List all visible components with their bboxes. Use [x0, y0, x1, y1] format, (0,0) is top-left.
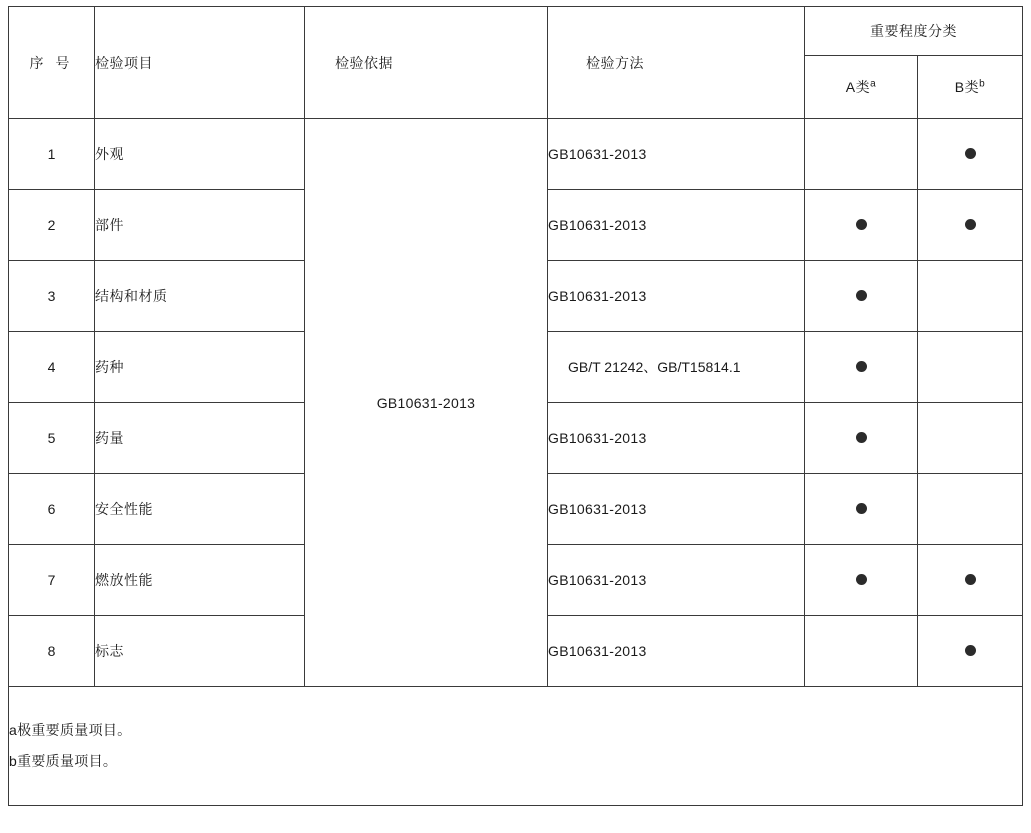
row-serial-number: 6 [9, 474, 95, 545]
dot-icon [856, 432, 867, 443]
header-class-b-label: B类 [954, 79, 980, 95]
footnote-b: b重要质量项目。 [9, 753, 118, 769]
row-inspection-method: GB/T 21242、GB/T15814.1 [548, 332, 805, 403]
row-serial-number: 3 [9, 261, 95, 332]
dot-icon [856, 574, 867, 585]
row-inspection-item: 药种 [95, 332, 305, 403]
header-class-a-label: A类 [845, 79, 871, 95]
header-inspection-basis: 检验依据 [305, 7, 548, 119]
dot-icon [856, 219, 867, 230]
header-serial-number: 序 号 [9, 7, 95, 119]
row-inspection-method: GB10631-2013 [548, 403, 805, 474]
row-class-b-mark [918, 474, 1023, 545]
row-class-a-mark [805, 403, 918, 474]
row-serial-number: 8 [9, 616, 95, 687]
row-inspection-item: 结构和材质 [95, 261, 305, 332]
header-importance-group: 重要程度分类 [805, 7, 1023, 56]
row-inspection-method: GB10631-2013 [548, 545, 805, 616]
header-class-a [805, 56, 918, 119]
dot-icon [965, 574, 976, 585]
table-footnotes [9, 687, 1023, 806]
header-class-b-superscript: b [979, 78, 986, 90]
row-serial-number: 1 [9, 119, 95, 190]
row-class-a-mark [805, 332, 918, 403]
row-inspection-item: 安全性能 [95, 474, 305, 545]
table-row [9, 119, 1023, 190]
row-inspection-method: GB10631-2013 [548, 474, 805, 545]
inspection-items-table [8, 6, 1023, 806]
row-class-a-mark [805, 545, 918, 616]
dot-icon [856, 290, 867, 301]
row-serial-number: 4 [9, 332, 95, 403]
row-inspection-item: 标志 [95, 616, 305, 687]
dot-icon [965, 219, 976, 230]
header-inspection-item: 检验项目 [95, 7, 305, 119]
dot-icon [965, 148, 976, 159]
row-inspection-item: 燃放性能 [95, 545, 305, 616]
table-notes-row [9, 687, 1023, 806]
footnote-a: a极重要质量项目。 [9, 722, 132, 739]
row-class-b-mark [918, 261, 1023, 332]
row-class-a-mark [805, 119, 918, 190]
row-class-b-mark [918, 119, 1023, 190]
dot-icon [856, 361, 867, 372]
row-inspection-item: 药量 [95, 403, 305, 474]
row-inspection-method: GB10631-2013 [548, 616, 805, 687]
row-class-a-mark [805, 474, 918, 545]
row-inspection-method: GB10631-2013 [548, 261, 805, 332]
header-class-a-superscript: a [870, 78, 877, 90]
dot-icon [965, 645, 976, 656]
row-class-b-mark [918, 616, 1023, 687]
row-class-a-mark [805, 616, 918, 687]
row-class-a-mark [805, 261, 918, 332]
row-class-b-mark [918, 545, 1023, 616]
header-class-b [918, 56, 1023, 119]
row-inspection-method: GB10631-2013 [548, 119, 805, 190]
header-inspection-method: 检验方法 [548, 7, 805, 119]
row-serial-number: 5 [9, 403, 95, 474]
row-inspection-method: GB10631-2013 [548, 190, 805, 261]
row-class-b-mark [918, 190, 1023, 261]
row-serial-number: 7 [9, 545, 95, 616]
table-header-row-1 [9, 7, 1023, 56]
row-inspection-item: 外观 [95, 119, 305, 190]
row-inspection-item: 部件 [95, 190, 305, 261]
row-serial-number: 2 [9, 190, 95, 261]
row-class-b-mark [918, 403, 1023, 474]
row-class-b-mark [918, 332, 1023, 403]
row-class-a-mark [805, 190, 918, 261]
row-inspection-basis-merged: GB10631-2013 [305, 119, 548, 687]
dot-icon [856, 503, 867, 514]
